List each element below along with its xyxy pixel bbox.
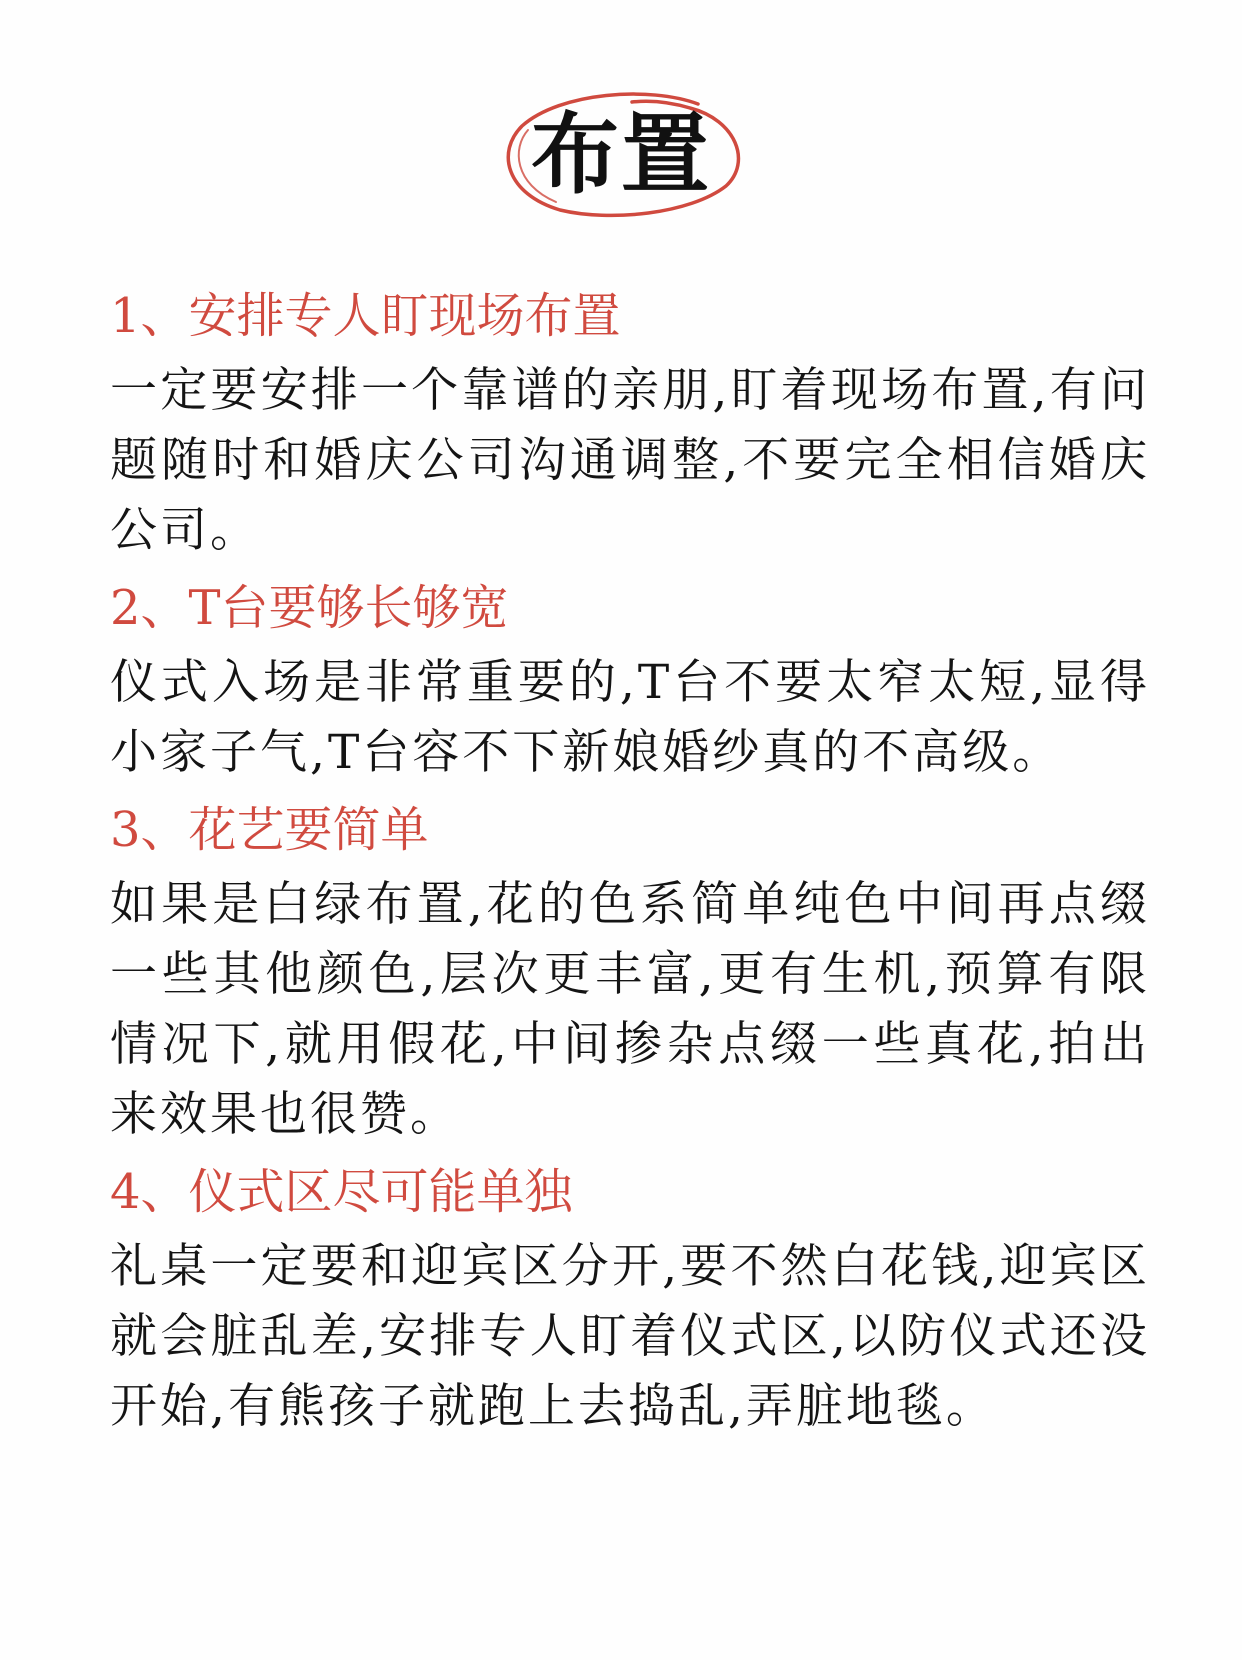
page-title: 布置 — [530, 102, 711, 206]
section-heading-3: 3、花艺要简单 — [110, 802, 429, 858]
section-body-2: 仪式入场是非常重要的,T台不要太窄太短,显得小家子气,T台容不下新娘婚纱真的不高级。 — [110, 655, 1150, 780]
title-block — [500, 90, 742, 218]
section-body-1: 一定要安排一个靠谱的亲朋,盯着现场布置,有问题随时和婚庆公司沟通调整,不要完全相信婚庆公司。 — [110, 363, 1150, 558]
section-heading-2: 2、T台要够长够宽 — [110, 580, 509, 636]
section-body-3: 如果是白绿布置,花的色系简单纯色中间再点缀一些其他颜色,层次更丰富,更有生机,预算有限情况下,就用假花,中间掺杂点缀一些真花,拍出来效果也很赞。 — [110, 877, 1150, 1142]
content-area — [110, 282, 1150, 1450]
section-body-4: 礼桌一定要和迎宾区分开,要不然白花钱,迎宾区就会脏乱差,安排专人盯着仪式区,以防仪式还没开始,有熊孩子就跑上去捣乱,弄脏地毯。 — [110, 1239, 1150, 1434]
section-heading-4: 4、仪式区尽可能单独 — [110, 1164, 573, 1220]
section-heading-1: 1、安排专人盯现场布置 — [110, 288, 621, 344]
